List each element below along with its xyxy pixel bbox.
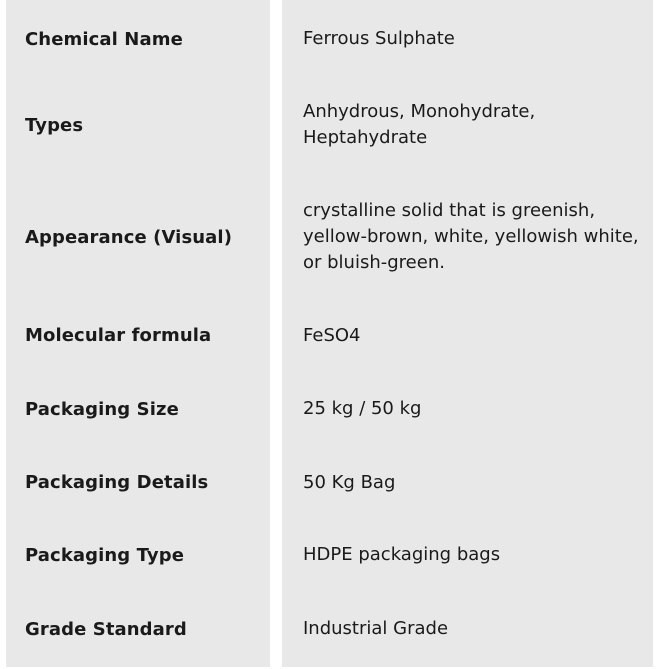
label-cell <box>6 449 270 516</box>
row-label: Appearance (Visual) <box>25 226 233 248</box>
row-label: Packaging Details <box>25 472 209 493</box>
value-cell <box>282 172 653 302</box>
row-value: Anhydrous, Monohydrate, Heptahydrate <box>303 101 536 148</box>
row-value: Industrial Grade <box>303 618 449 639</box>
row-label: Grade Standard <box>25 618 187 640</box>
value-cell <box>282 516 653 594</box>
value-cell <box>282 78 653 172</box>
label-cell <box>6 302 270 369</box>
row-label: Types <box>25 114 84 136</box>
row-label: Molecular formula <box>25 325 212 346</box>
label-cell <box>6 172 270 302</box>
label-cell <box>6 516 270 594</box>
spec-table <box>6 0 653 667</box>
row-label: Chemical Name <box>25 28 183 50</box>
value-cell <box>282 302 653 369</box>
row-value: HDPE packaging bags <box>303 544 501 565</box>
row-value: FeSO4 <box>303 324 361 346</box>
value-cell <box>282 0 653 78</box>
label-cell <box>6 0 270 78</box>
label-cell <box>6 594 270 664</box>
row-value: Ferrous Sulphate <box>303 28 455 49</box>
row-value: crystalline solid that is greenish, yellow-brown, white, yellowish white, or bluish-green. <box>303 200 639 273</box>
label-cell <box>6 369 270 449</box>
label-column <box>6 0 270 667</box>
row-value: 25 kg / 50 kg <box>303 398 422 419</box>
value-cell <box>282 369 653 449</box>
row-label: Packaging Size <box>25 398 179 420</box>
label-cell <box>6 78 270 172</box>
value-cell <box>282 594 653 664</box>
value-cell <box>282 449 653 516</box>
row-value: 50 Kg Bag <box>303 471 396 493</box>
row-label: Packaging Type <box>25 544 185 566</box>
value-column <box>282 0 653 667</box>
